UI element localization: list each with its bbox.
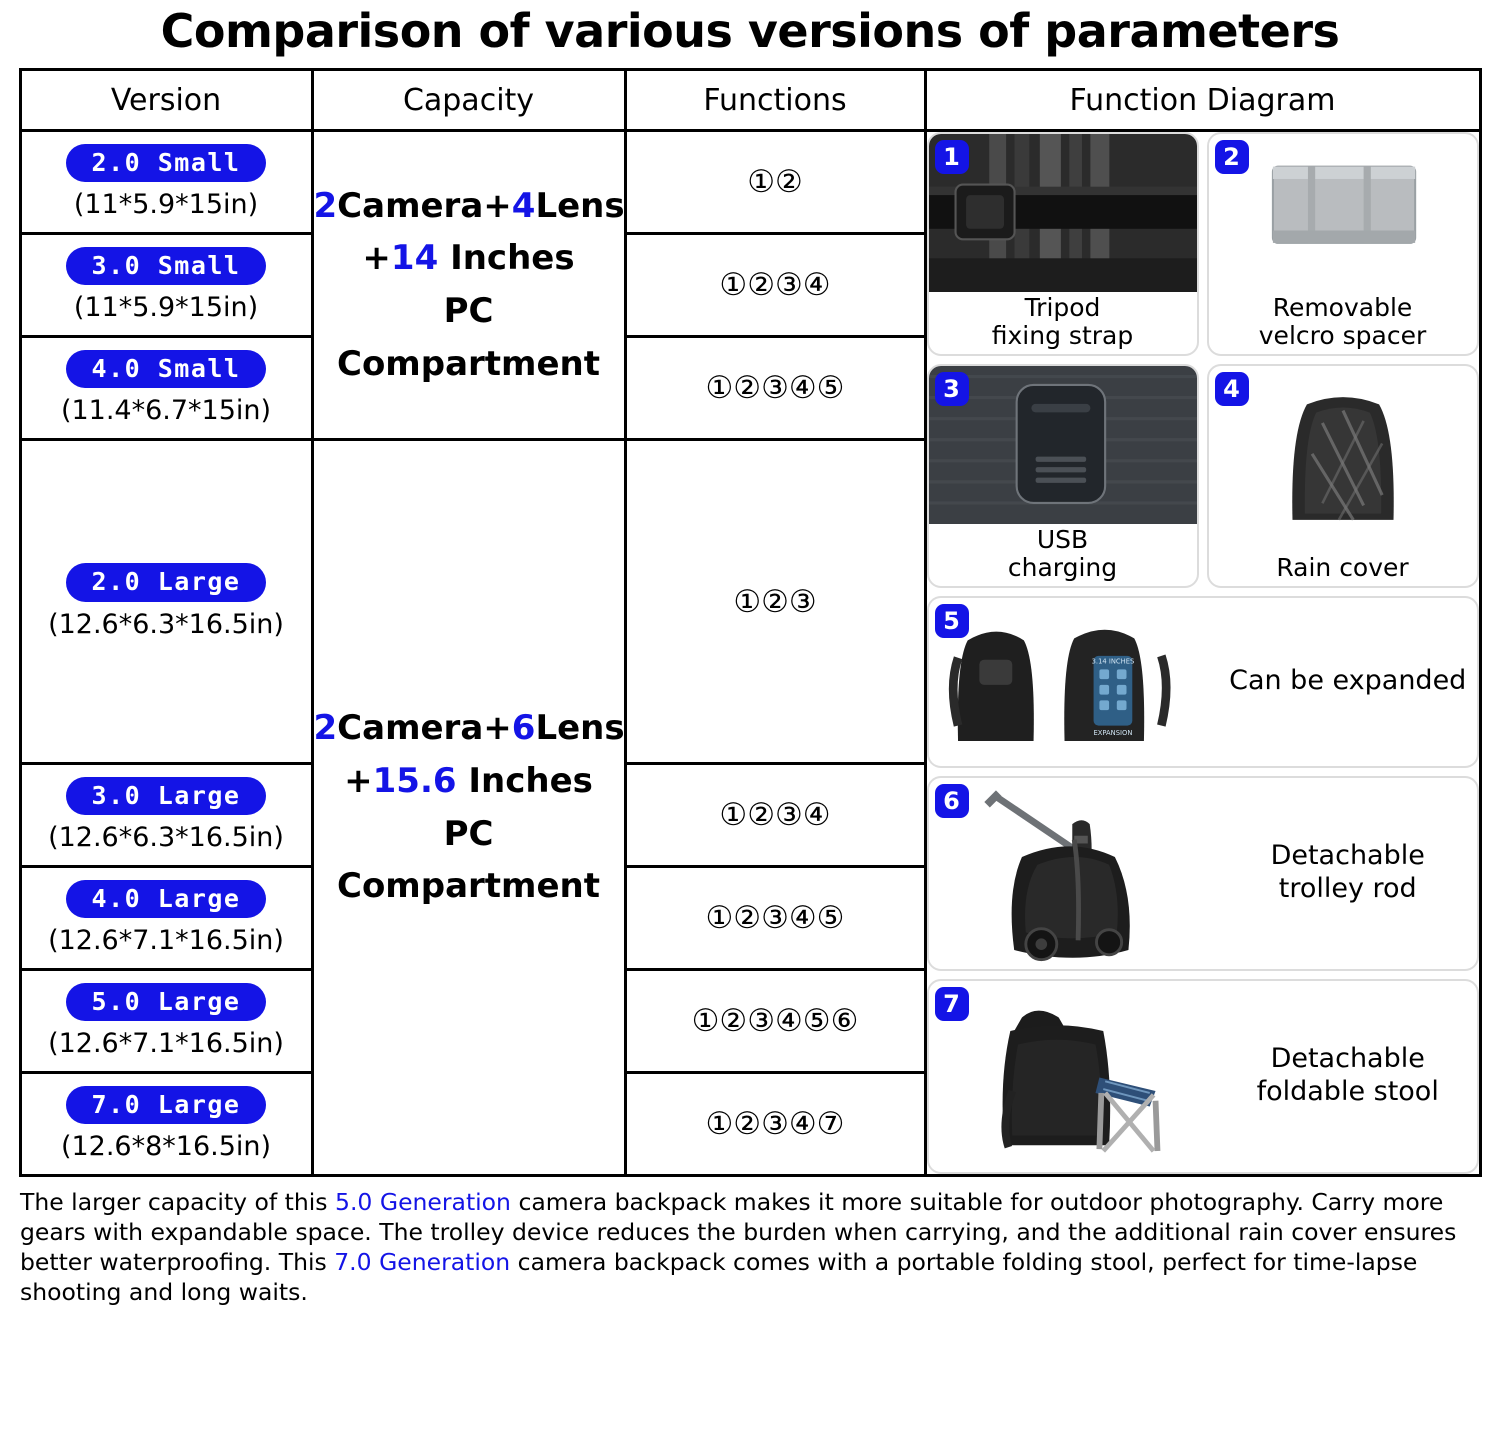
capacity-pc-compartment: PC Compartment xyxy=(337,813,600,907)
table-row xyxy=(20,131,1480,234)
diagram-card-tripod-fixing-strap xyxy=(927,132,1199,356)
diagram-label-7: Detachable foldable stool xyxy=(1256,1043,1439,1107)
functions-cell: ①② xyxy=(625,131,925,234)
footer-text-1a: The larger capacity of this xyxy=(20,1188,336,1216)
capacity-lens-count: 4 xyxy=(511,185,536,226)
svg-text:EXPANSION: EXPANSION xyxy=(1092,729,1132,738)
diagram-row-2 xyxy=(927,364,1479,588)
version-badge: 3.0 Small xyxy=(66,247,267,286)
version-badge: 4.0 Small xyxy=(66,350,267,389)
capacity-camera-text: Camera+ xyxy=(337,185,512,226)
diagram-label-5: Can be expanded xyxy=(1229,664,1467,696)
capacity-plus: + xyxy=(362,238,391,279)
version-badge: 2.0 Small xyxy=(66,144,267,183)
version-dimensions: (12.6*6.3*16.5in) xyxy=(48,608,284,640)
version-badge: 7.0 Large xyxy=(66,1086,267,1125)
version-dimensions: (12.6*8*16.5in) xyxy=(60,1131,272,1163)
functions-cell: ①②③④⑤⑥ xyxy=(625,970,925,1073)
diagram-card-rain-cover xyxy=(1207,364,1479,588)
footer-generation-5: 5.0 Generation xyxy=(335,1188,511,1216)
diagram-badge-2: 2 xyxy=(1215,140,1249,174)
functions-cell: ①②③ xyxy=(625,440,925,764)
footer-text-1b: camera backpack makes it more suitable for outdoor photography. Carry more gears with expandable space. The trolley device reduces the burden when carrying, and the additional rain cover ensures better waterproofing. xyxy=(20,1188,1457,1277)
version-badge: 5.0 Large xyxy=(66,983,267,1022)
capacity-lens-count: 6 xyxy=(511,708,536,749)
trolley-rod-photo xyxy=(929,778,1219,969)
page-title: Comparison of various versions of parameters xyxy=(160,4,1340,58)
column-header-version: Version xyxy=(20,70,312,131)
diagram-card-usb-charging xyxy=(927,364,1199,588)
column-header-function-diagram: Function Diagram xyxy=(925,70,1480,131)
capacity-lens-text: Lens xyxy=(535,185,625,226)
capacity-cell-small xyxy=(312,131,625,440)
diagram-card-removable-velcro-spacer xyxy=(1207,132,1479,356)
diagram-card-detachable-trolley-rod xyxy=(927,776,1479,971)
version-badge: 2.0 Large xyxy=(66,563,267,602)
functions-cell: ①②③④ xyxy=(625,234,925,337)
capacity-cell-large xyxy=(312,440,625,1176)
diagram-label-4: Rain cover xyxy=(1276,553,1409,582)
capacity-lens-text: Lens xyxy=(535,708,625,749)
version-cell-2-0-large xyxy=(20,440,312,764)
version-dimensions: (12.6*6.3*16.5in) xyxy=(48,822,284,854)
version-dimensions: (12.6*7.1*16.5in) xyxy=(48,1028,284,1060)
column-header-capacity: Capacity xyxy=(312,70,625,131)
capacity-inches-value: 15.6 xyxy=(372,760,457,801)
function-diagram-cell xyxy=(925,131,1480,1176)
diagram-card-detachable-foldable-stool xyxy=(927,979,1479,1174)
functions-cell: ①②③④⑦ xyxy=(625,1073,925,1176)
comparison-table xyxy=(19,68,1482,1177)
diagram-label-1: Tripod fixing strap xyxy=(991,293,1134,350)
capacity-pc-compartment: PC Compartment xyxy=(337,291,600,384)
diagram-badge-4: 4 xyxy=(1215,372,1249,406)
footer-description xyxy=(20,1187,1480,1307)
capacity-camera-count: 2 xyxy=(313,185,338,226)
diagram-card-can-be-expanded xyxy=(927,596,1479,768)
version-dimensions: (12.6*7.1*16.5in) xyxy=(48,925,284,957)
version-cell-7-0-large xyxy=(20,1073,312,1176)
diagram-badge-1: 1 xyxy=(935,140,969,174)
version-cell-2-0-small xyxy=(20,131,312,234)
functions-cell: ①②③④ xyxy=(625,764,925,867)
functions-cell: ①②③④⑤ xyxy=(625,867,925,970)
version-cell-5-0-large xyxy=(20,970,312,1073)
svg-text:3.14 INCHES: 3.14 INCHES xyxy=(1091,657,1134,666)
version-dimensions: (11*5.9*15in) xyxy=(73,189,259,221)
diagram-row-1 xyxy=(927,132,1479,356)
footer-text-2b: camera backpack comes with a portable folding stool, perfect for time-lapse shooting and long waits. xyxy=(20,1248,1418,1307)
capacity-inches-text: Inches xyxy=(438,238,575,279)
diagram-badge-7: 7 xyxy=(935,987,969,1021)
velcro-spacer-photo xyxy=(1209,134,1477,292)
diagram-grid xyxy=(927,132,1479,1174)
capacity-inches-text: Inches xyxy=(456,760,593,801)
capacity-plus: + xyxy=(344,760,373,801)
diagram-label-2: Removable velcro spacer xyxy=(1258,293,1427,350)
version-cell-4-0-large xyxy=(20,867,312,970)
version-cell-4-0-small xyxy=(20,337,312,440)
diagram-badge-3: 3 xyxy=(935,372,969,406)
diagram-label-3: USB charging xyxy=(1007,525,1118,582)
usb-charging-port-photo xyxy=(929,366,1197,524)
footer-text-2a: This xyxy=(278,1248,335,1277)
table-header-row xyxy=(20,70,1480,131)
footer-generation-7: 7.0 Generation xyxy=(334,1248,511,1277)
foldable-stool-photo xyxy=(929,981,1219,1172)
diagram-label-6: Detachable trolley rod xyxy=(1270,840,1425,904)
version-dimensions: (11.4*6.7*15in) xyxy=(60,395,272,427)
capacity-inches-value: 14 xyxy=(390,238,439,279)
tripod-strap-photo xyxy=(929,134,1197,292)
expandable-backpack-photo xyxy=(929,598,1219,766)
diagram-badge-5: 5 xyxy=(935,604,969,638)
version-cell-3-0-small xyxy=(20,234,312,337)
rain-cover-photo xyxy=(1209,366,1477,552)
version-badge: 3.0 Large xyxy=(66,777,267,816)
capacity-camera-text: Camera+ xyxy=(337,708,512,749)
column-header-functions: Functions xyxy=(625,70,925,131)
diagram-badge-6: 6 xyxy=(935,784,969,818)
version-cell-3-0-large xyxy=(20,764,312,867)
functions-cell: ①②③④⑤ xyxy=(625,337,925,440)
version-dimensions: (11*5.9*15in) xyxy=(73,292,259,324)
version-badge: 4.0 Large xyxy=(66,880,267,919)
capacity-camera-count: 2 xyxy=(313,708,338,749)
